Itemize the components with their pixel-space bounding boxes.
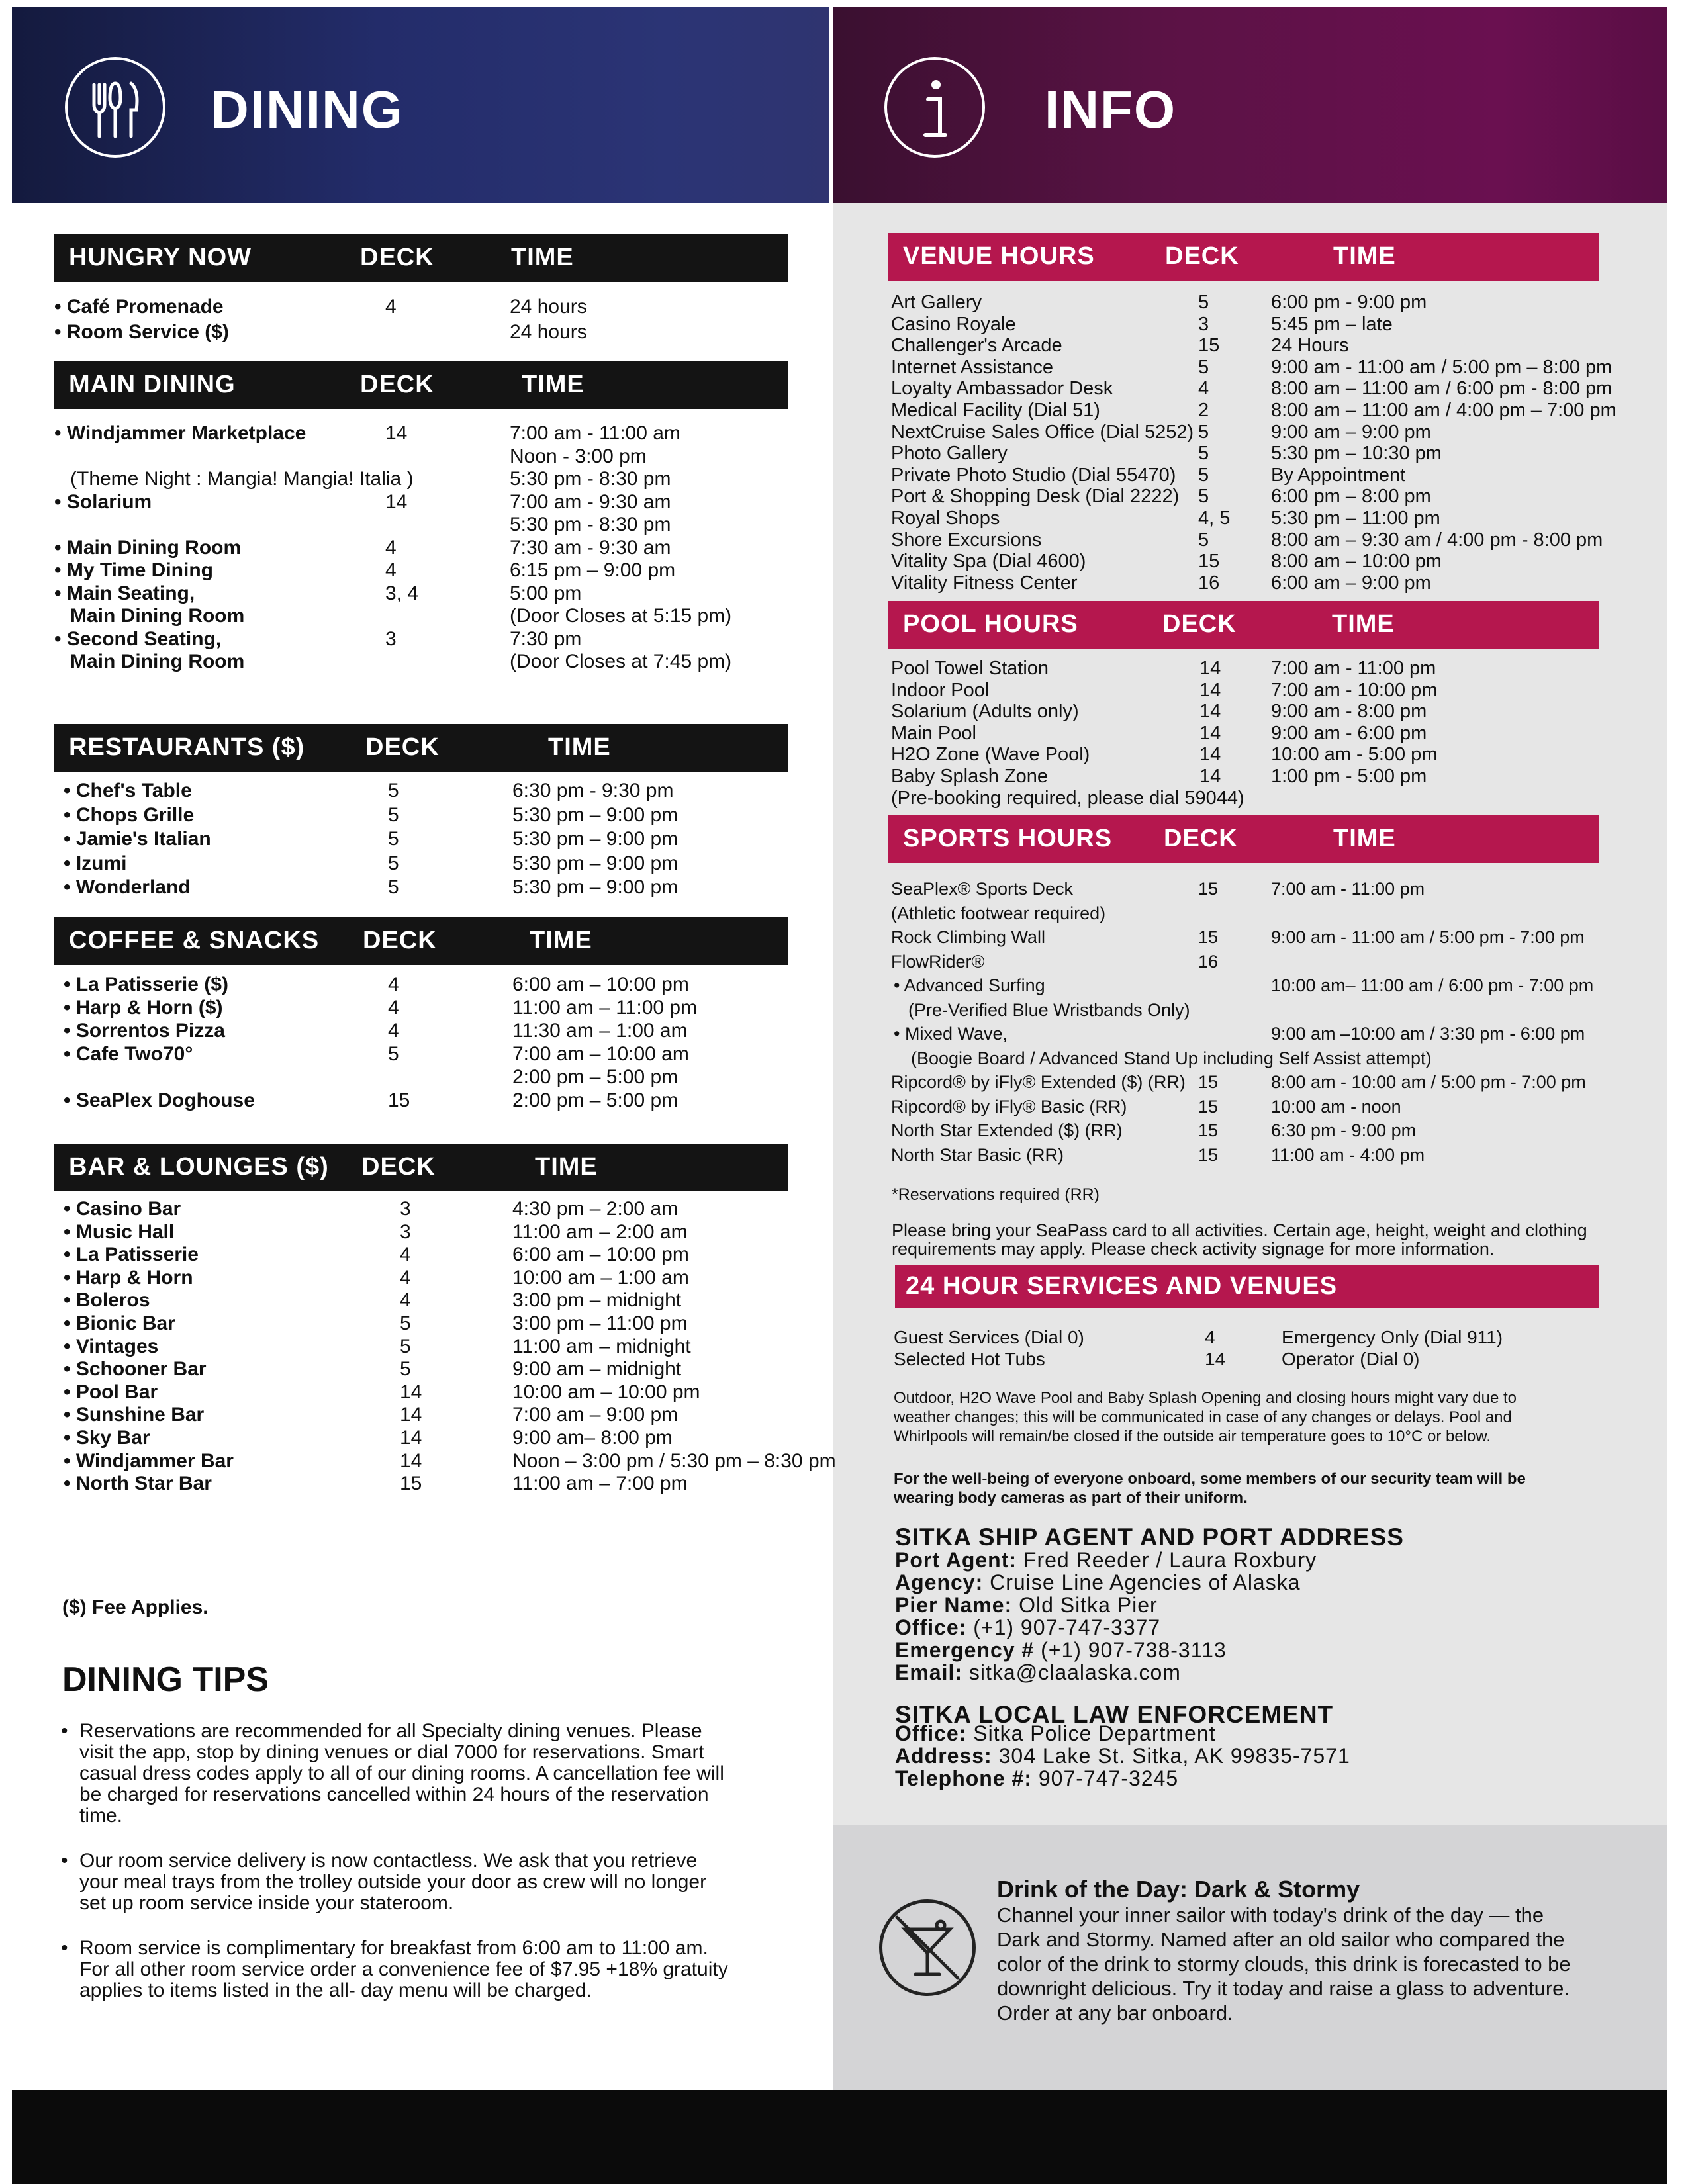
deck-value: 14 — [1199, 766, 1221, 787]
time-value: 5:30 pm - 8:30 pm — [510, 468, 671, 490]
deck-value: 3 — [1198, 313, 1209, 335]
venue-name: • Vintages — [64, 1335, 159, 1357]
deck-value: 4 — [385, 559, 397, 581]
pool-hours-header — [888, 601, 1599, 649]
deck-header: DECK — [361, 1153, 436, 1181]
security-note-line: For the well-being of everyone onboard, some members of our security team will be — [894, 1470, 1526, 1488]
deck-header: DECK — [1162, 610, 1237, 638]
deck-header: DECK — [363, 927, 437, 954]
drink-text-line: downright delicious. Try it today and raise a glass to adventure. — [997, 1977, 1570, 2000]
address-value: 907-747-3245 — [1031, 1766, 1179, 1790]
venue-name: Internet Assistance — [891, 356, 1054, 378]
deck-value: 4 — [400, 1266, 411, 1289]
deck-value: 4 — [1198, 378, 1209, 400]
time-header: TIME — [522, 371, 585, 398]
address-value: Fred Reeder / Laura Roxbury — [1017, 1548, 1317, 1572]
venue-name: • Chops Grille — [64, 803, 195, 826]
time-value: 11:00 am – 2:00 am — [512, 1220, 688, 1243]
venue-name: • Izumi — [64, 852, 127, 874]
time-value: 5:30 pm – 10:30 pm — [1271, 443, 1442, 465]
time-header: TIME — [530, 927, 592, 954]
section-title: BAR & LOUNGES ($) — [69, 1153, 329, 1181]
venue-name: Ripcord® by iFly® Extended ($) (RR) — [891, 1072, 1186, 1092]
time-value: 9:00 am - 11:00 am / 5:00 pm - 7:00 pm — [1271, 927, 1585, 947]
venue-name: • Cafe Two70° — [64, 1043, 193, 1065]
deck-value: 14 — [1199, 722, 1221, 744]
time-value: 3:00 pm – 11:00 pm — [512, 1312, 688, 1334]
address-line — [895, 1722, 1216, 1745]
deck-value: 15 — [388, 1089, 410, 1111]
venue-name: • Windjammer Marketplace — [54, 422, 306, 444]
deck-value: 14 — [400, 1449, 422, 1472]
venue-name: Royal Shops — [891, 508, 1000, 529]
fee-note: ($) Fee Applies. — [62, 1596, 209, 1618]
time-value: 8:00 am – 11:00 am / 4:00 pm – 7:00 pm — [1271, 400, 1617, 421]
venue-name: • Harp & Horn — [64, 1266, 193, 1289]
deck-value: 2 — [1198, 400, 1209, 421]
venue-name: • Main Seating, — [54, 582, 195, 604]
venue-name: NextCruise Sales Office (Dial 5252) — [891, 421, 1194, 443]
deck-header: DECK — [360, 371, 434, 398]
venue-name: • Boleros — [64, 1289, 150, 1312]
venue-name: • Music Hall — [64, 1220, 175, 1243]
deck-value: 5 — [1198, 529, 1209, 551]
cocktail-glass-icon — [879, 1899, 976, 1996]
time-value: 5:30 pm – 9:00 pm — [512, 876, 679, 898]
deck-value: 14 — [385, 490, 408, 513]
dining-tips-title: DINING TIPS — [62, 1661, 269, 1699]
venue-name: • North Star Bar — [64, 1473, 212, 1495]
time-value: 10:00 am – 1:00 am — [512, 1266, 689, 1289]
deck-value: 15 — [1198, 1120, 1219, 1140]
venue-name: Indoor Pool — [891, 679, 990, 701]
venue-name: • Advanced Surfing — [894, 976, 1045, 995]
time-header: TIME — [1332, 610, 1395, 638]
venue-name: Challenger's Arcade — [891, 335, 1062, 357]
deck-value: 15 — [1198, 927, 1219, 947]
address-line — [895, 1571, 1301, 1594]
hungry-now-header — [54, 234, 788, 282]
time-value: 5:30 pm – 9:00 pm — [512, 828, 679, 850]
tip-item: • Room service is complimentary for breakfast from 6:00 am to 11:00 am. For all other room service order a convenience fee of $7.95 +18% gratuity applies to items listed in the all- day menu will be charged. — [61, 1938, 729, 2001]
address-line — [895, 1639, 1227, 1661]
weather-note-line: weather changes; this will be communicated in case of any changes or delays. Pool and — [894, 1408, 1512, 1426]
deck-value: 5 — [388, 876, 399, 898]
venue-name: • Chef's Table — [64, 780, 192, 801]
deck-value: 5 — [1198, 356, 1209, 378]
bars-lounges-header — [54, 1144, 788, 1191]
info-icon — [884, 57, 985, 158]
deck-value: 5 — [1198, 486, 1209, 508]
time-value: 9:00 am – 9:00 pm — [1271, 421, 1431, 443]
venue-name: • La Patisserie ($) — [64, 974, 228, 995]
deck-value: 3 — [400, 1198, 411, 1220]
deck-value: 14 — [385, 422, 408, 444]
time-value: 11:30 am – 1:00 am — [512, 1020, 688, 1042]
deck-value: 5 — [388, 852, 399, 874]
time-value: 10:00 am – 10:00 pm — [512, 1381, 700, 1403]
venue-name: • La Patisserie — [64, 1244, 199, 1266]
venue-name: H2O Zone (Wave Pool) — [891, 744, 1090, 766]
venue-name: • Main Dining Room — [54, 536, 242, 559]
time-value: 9:00 am - 11:00 am / 5:00 pm – 8:00 pm — [1271, 356, 1613, 378]
venue-name: Port & Shopping Desk (Dial 2222) — [891, 486, 1180, 508]
venue-name: • Casino Bar — [64, 1198, 181, 1220]
venue-name: (Boogie Board / Advanced Stand Up including Self Assist attempt) — [911, 1048, 1432, 1068]
deck-value: 4 — [388, 1020, 399, 1042]
time-value: 8:00 am – 9:30 am / 4:00 pm - 8:00 pm — [1271, 529, 1603, 551]
agent-title: SITKA SHIP AGENT AND PORT ADDRESS — [895, 1524, 1404, 1551]
venue-name: • Sky Bar — [64, 1427, 150, 1449]
section-title: SPORTS HOURS — [903, 825, 1113, 852]
address-line — [895, 1616, 1160, 1639]
time-header: TIME — [535, 1153, 598, 1181]
deck-value: 5 — [1198, 464, 1209, 486]
address-label: Office: — [895, 1615, 967, 1639]
address-line — [895, 1767, 1178, 1790]
time-value: By Appointment — [1271, 464, 1406, 486]
deck-value: 14 — [1199, 744, 1221, 766]
time-value: 6:15 pm – 9:00 pm — [510, 559, 676, 581]
service-deck: 14 — [1205, 1349, 1226, 1369]
tip-item: • Reservations are recommended for all Specialty dining venues. Please visit the app, stop by dining venues or dial 7000 for reservations. Smart casual dress codes apply to all of our dining rooms. A cancellation fee will be charged for reservations cancelled within 24 hours of the reservation time. — [61, 1721, 729, 1827]
section-title: 24 HOUR SERVICES AND VENUES — [906, 1272, 1338, 1300]
time-value: 6:00 am – 10:00 pm — [512, 1244, 689, 1266]
venue-name: Casino Royale — [891, 313, 1016, 335]
venue-name: (Pre-booking required, please dial 59044) — [891, 787, 1244, 809]
time-value: 5:30 pm – 9:00 pm — [512, 803, 679, 826]
venue-name: Photo Gallery — [891, 443, 1008, 465]
venue-name: • Windjammer Bar — [64, 1449, 234, 1472]
deck-value: 15 — [1198, 551, 1220, 572]
reservation-note: *Reservations required (RR) — [892, 1185, 1100, 1204]
deck-value: 15 — [1198, 1072, 1219, 1092]
time-value: 9:00 am –10:00 am / 3:30 pm - 6:00 pm — [1271, 1024, 1585, 1044]
venue-name: Art Gallery — [891, 292, 982, 313]
deck-value: 4 — [400, 1289, 411, 1312]
address-value: sitka@claalaska.com — [962, 1661, 1181, 1684]
venue-name: Ripcord® by iFly® Basic (RR) — [891, 1096, 1127, 1116]
time-value: 1:00 pm - 5:00 pm — [1271, 766, 1427, 787]
venue-name: • Café Promenade — [54, 296, 224, 318]
time-value: 11:00 am – midnight — [512, 1335, 691, 1357]
venue-name: • SeaPlex Doghouse — [64, 1089, 255, 1111]
seapass-note: Please bring your SeaPass card to all activities. Certain age, height, weight and clothing — [892, 1220, 1587, 1240]
info-title: INFO — [1045, 80, 1177, 139]
venue-name: • Wonderland — [64, 876, 191, 898]
address-line — [895, 1745, 1350, 1767]
venue-name: (Pre-Verified Blue Wristbands Only) — [908, 999, 1190, 1020]
services-header — [895, 1265, 1599, 1308]
venue-name: • Mixed Wave, — [894, 1024, 1008, 1044]
deck-value: 15 — [400, 1473, 422, 1495]
deck-value: 3 — [385, 627, 397, 650]
address-value: Old Sitka Pier — [1012, 1593, 1158, 1617]
deck-value: 5 — [1198, 443, 1209, 465]
time-value: 6:00 am – 10:00 pm — [512, 974, 689, 995]
venue-name: • Bionic Bar — [64, 1312, 175, 1334]
deck-value: 5 — [1198, 421, 1209, 443]
deck-header: DECK — [1165, 242, 1239, 270]
time-value: (Door Closes at 7:45 pm) — [510, 651, 732, 672]
time-value: 8:00 am - 10:00 am / 5:00 pm - 7:00 pm — [1271, 1072, 1586, 1092]
seapass-note: requirements may apply. Please check activity signage for more information. — [892, 1239, 1495, 1259]
address-line — [895, 1661, 1181, 1684]
deck-value: 14 — [400, 1404, 422, 1426]
address-value: (+1) 907-747-3377 — [966, 1615, 1161, 1639]
deck-value: 4 — [388, 997, 399, 1019]
deck-value: 5 — [388, 780, 399, 801]
section-title: HUNGRY NOW — [69, 244, 252, 271]
time-value: 11:00 am - 4:00 pm — [1271, 1144, 1425, 1165]
section-title: POOL HOURS — [903, 610, 1078, 638]
time-value: 24 hours — [510, 296, 587, 318]
dining-tips-list — [61, 1721, 729, 2025]
time-value: 5:30 pm - 8:30 pm — [510, 514, 671, 535]
venue-name: Pool Towel Station — [891, 658, 1049, 679]
deck-value: 4 — [385, 296, 397, 318]
law-title: SITKA LOCAL LAW ENFORCEMENT — [895, 1701, 1334, 1728]
venue-name: • Pool Bar — [64, 1381, 158, 1403]
venue-name: Baby Splash Zone — [891, 766, 1048, 787]
time-value: 5:30 pm – 9:00 pm — [512, 852, 679, 874]
time-value: 6:30 pm - 9:00 pm — [1271, 1120, 1417, 1140]
time-value: 6:00 pm – 8:00 pm — [1271, 486, 1431, 508]
deck-value: 5 — [388, 828, 399, 850]
dining-title: DINING — [211, 80, 404, 139]
deck-value: 5 — [388, 1043, 399, 1065]
time-value: 11:00 am – 7:00 pm — [512, 1473, 688, 1495]
service-extra: Operator (Dial 0) — [1282, 1349, 1420, 1369]
deck-value: 14 — [1199, 658, 1221, 679]
drink-text-line: color of the drink to stormy clouds, this drink is forecasted to be — [997, 1952, 1571, 1976]
deck-value: 5 — [400, 1312, 411, 1334]
time-value: 6:00 am – 9:00 pm — [1271, 572, 1431, 594]
venue-name: (Theme Night : Mangia! Mangia! Italia ) — [70, 468, 414, 490]
address-line — [895, 1594, 1158, 1616]
deck-value: 3, 4 — [385, 582, 419, 604]
venue-name: Vitality Spa (Dial 4600) — [891, 551, 1086, 572]
section-title: VENUE HOURS — [903, 242, 1095, 270]
deck-value: 5 — [388, 803, 399, 826]
time-value: 2:00 pm – 5:00 pm — [512, 1089, 679, 1111]
drink-text-line: Channel your inner sailor with today's drink of the day — the — [997, 1903, 1544, 1927]
drink-title: Drink of the Day: Dark & Stormy — [997, 1876, 1360, 1903]
venue-name: Solarium (Adults only) — [891, 701, 1079, 723]
venue-name: Shore Excursions — [891, 529, 1042, 551]
venue-hours-header — [888, 233, 1599, 281]
time-value: 24 hours — [510, 321, 587, 343]
service-name: Guest Services (Dial 0) — [894, 1327, 1084, 1347]
venue-name: • Sorrentos Pizza — [64, 1020, 225, 1042]
time-value: 6:00 pm - 9:00 pm — [1271, 292, 1427, 313]
deck-header: DECK — [365, 733, 440, 761]
time-value: 7:00 am – 9:00 pm — [512, 1404, 679, 1426]
venue-name: Medical Facility (Dial 51) — [891, 400, 1100, 421]
time-value: 24 Hours — [1271, 335, 1349, 357]
time-value: 11:00 am – 11:00 pm — [512, 997, 698, 1019]
time-header: TIME — [511, 244, 574, 271]
address-label: Office: — [895, 1721, 967, 1745]
time-value: 2:00 pm – 5:00 pm — [512, 1066, 679, 1088]
time-value: 4:30 pm – 2:00 am — [512, 1198, 679, 1220]
time-value: 9:00 am - 8:00 pm — [1271, 701, 1427, 723]
deck-header: DECK — [360, 244, 434, 271]
deck-header: DECK — [1164, 825, 1238, 852]
time-value: 7:00 am - 9:30 am — [510, 490, 671, 513]
venue-name: North Star Extended ($) (RR) — [891, 1120, 1123, 1140]
venue-name: FlowRider® — [891, 951, 985, 972]
address-label: Telephone #: — [895, 1766, 1032, 1790]
time-value: (Door Closes at 5:15 pm) — [510, 605, 732, 627]
address-value: (+1) 907-738-3113 — [1034, 1638, 1227, 1662]
dining-header-band — [12, 7, 829, 203]
time-value: 7:30 pm — [510, 627, 582, 650]
deck-value: 15 — [1198, 1144, 1219, 1165]
deck-value: 14 — [1199, 679, 1221, 701]
venue-name: • Schooner Bar — [64, 1358, 207, 1381]
restaurants-header — [54, 724, 788, 772]
venue-name: • Sunshine Bar — [64, 1404, 205, 1426]
address-label: Email: — [895, 1661, 963, 1684]
deck-value: 5 — [400, 1335, 411, 1357]
venue-name: Vitality Fitness Center — [891, 572, 1078, 594]
time-value: 8:00 am – 11:00 am / 6:00 pm - 8:00 pm — [1271, 378, 1613, 400]
time-value: 9:00 am - 6:00 pm — [1271, 722, 1427, 744]
deck-value: 15 — [1198, 335, 1220, 357]
time-value: Noon – 3:00 pm / 5:30 pm – 8:30 pm — [512, 1449, 836, 1472]
time-value: 6:30 pm - 9:30 pm — [512, 780, 674, 801]
time-header: TIME — [548, 733, 611, 761]
time-value: 9:00 am – midnight — [512, 1358, 682, 1381]
drink-text-line: Dark and Stormy. Named after an old sailor who compared the — [997, 1928, 1565, 1951]
address-value: 304 Lake St. Sitka, AK 99835-7571 — [992, 1744, 1350, 1768]
deck-value: 16 — [1198, 572, 1220, 594]
venue-name: Private Photo Studio (Dial 55470) — [891, 464, 1176, 486]
venue-name: • Jamie's Italian — [64, 828, 211, 850]
time-value: 10:00 am– 11:00 am / 6:00 pm - 7:00 pm — [1271, 976, 1594, 995]
time-value: 7:00 am - 11:00 am — [510, 422, 680, 444]
footer-bar — [12, 2090, 1667, 2184]
venue-name: Main Dining Room — [70, 605, 245, 627]
venue-name: • My Time Dining — [54, 559, 213, 581]
address-line — [895, 1549, 1317, 1571]
time-value: 10:00 am - noon — [1271, 1096, 1401, 1116]
weather-note-line: Outdoor, H2O Wave Pool and Baby Splash Opening and closing hours might vary due to — [894, 1389, 1517, 1407]
time-value: 7:00 am - 10:00 pm — [1271, 679, 1438, 701]
venue-name: Main Dining Room — [70, 651, 245, 672]
deck-value: 3 — [400, 1220, 411, 1243]
time-value: Noon - 3:00 pm — [510, 445, 647, 467]
time-value: 7:00 am - 11:00 pm — [1271, 879, 1425, 899]
deck-value: 15 — [1198, 1096, 1219, 1116]
main-dining-header — [54, 361, 788, 409]
deck-value: 16 — [1198, 951, 1219, 972]
address-label: Port Agent: — [895, 1548, 1017, 1572]
address-value: Cruise Line Agencies of Alaska — [983, 1570, 1301, 1594]
address-label: Address: — [895, 1744, 992, 1768]
time-value: 7:00 am - 11:00 pm — [1271, 658, 1436, 679]
deck-value: 4 — [400, 1244, 411, 1266]
venue-name: • Room Service ($) — [54, 321, 229, 343]
time-value: 5:00 pm — [510, 582, 582, 604]
deck-value: 5 — [1198, 292, 1209, 313]
deck-value: 14 — [400, 1427, 422, 1449]
venue-name: (Athletic footwear required) — [891, 903, 1106, 923]
venue-name: Main Pool — [891, 722, 976, 744]
time-value: 3:00 pm – midnight — [512, 1289, 682, 1312]
deck-value: 5 — [400, 1358, 411, 1381]
address-label: Agency: — [895, 1570, 984, 1594]
time-header: TIME — [1333, 242, 1396, 270]
time-value: 5:45 pm – late — [1271, 313, 1393, 335]
time-value: 10:00 am - 5:00 pm — [1271, 744, 1438, 766]
section-title: RESTAURANTS ($) — [69, 733, 305, 761]
time-value: 5:30 pm – 11:00 pm — [1271, 508, 1440, 529]
tip-item: • Our room service delivery is now contactless. We ask that you retrieve your meal trays from the trolley outside your door as crew will no longer set up room service inside your stateroom. — [61, 1850, 729, 1914]
section-title: MAIN DINING — [69, 371, 236, 398]
address-value: Sitka Police Department — [966, 1721, 1216, 1745]
venue-name: • Second Seating, — [54, 627, 222, 650]
deck-value: 14 — [400, 1381, 422, 1403]
venue-name: SeaPlex® Sports Deck — [891, 879, 1074, 899]
service-extra: Emergency Only (Dial 911) — [1282, 1327, 1503, 1347]
deck-value: 15 — [1198, 879, 1219, 899]
weather-note-line: Whirlpools will remain/be closed if the outside air temperature goes to 10°C or below. — [894, 1428, 1491, 1445]
drink-text-line: Order at any bar onboard. — [997, 2001, 1233, 2025]
service-deck: 4 — [1205, 1327, 1215, 1347]
address-label: Emergency # — [895, 1638, 1035, 1662]
sports-hours-header — [888, 815, 1599, 863]
coffee-snacks-header — [54, 917, 788, 965]
deck-value: 4 — [388, 974, 399, 995]
time-value: 7:30 am - 9:30 am — [510, 536, 671, 559]
deck-value: 4 — [385, 536, 397, 559]
service-name: Selected Hot Tubs — [894, 1349, 1045, 1369]
venue-name: North Star Basic (RR) — [891, 1144, 1064, 1165]
address-label: Pier Name: — [895, 1593, 1013, 1617]
time-value: 9:00 am– 8:00 pm — [512, 1427, 673, 1449]
venue-name: • Solarium — [54, 490, 152, 513]
time-value: 7:00 am – 10:00 am — [512, 1043, 689, 1065]
time-value: 8:00 am – 10:00 pm — [1271, 551, 1442, 572]
cutlery-icon — [65, 57, 165, 158]
venue-name: Rock Climbing Wall — [891, 927, 1046, 947]
deck-value: 4, 5 — [1198, 508, 1231, 529]
info-header-band — [833, 7, 1667, 203]
deck-value: 14 — [1199, 701, 1221, 723]
section-title: COFFEE & SNACKS — [69, 927, 320, 954]
time-header: TIME — [1333, 825, 1396, 852]
security-note-line: wearing body cameras as part of their uniform. — [894, 1489, 1248, 1507]
venue-name: Loyalty Ambassador Desk — [891, 378, 1113, 400]
venue-name: • Harp & Horn ($) — [64, 997, 223, 1019]
